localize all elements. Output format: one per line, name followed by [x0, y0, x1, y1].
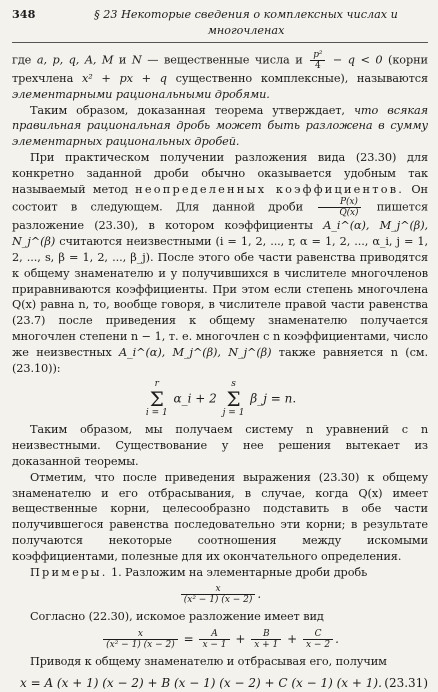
- equation-number: (23.31): [384, 675, 428, 690]
- paragraph-system: Таким образом, мы получаем систему n уравнений с n неизвестными. Существование у нее решения вытекает из доказанной теоремы.: [12, 423, 428, 468]
- equation-23-31: x = A (x + 1) (x − 2) + B (x − 1) (x − 2) + C (x − 1) (x + 1). (23.31): [20, 675, 428, 690]
- paragraph-definition: где a, p, q, A, M и N — вещественные числа и $\frac{\text{p²}}{4}$ − q < 0 (корни трехчлена x² + px + q существенно комплексные), называются элементарными рациональными дробями.: [12, 50, 428, 101]
- sum-symbol-j: s Σ j = 1: [222, 379, 245, 419]
- paragraph-examples: Примеры. 1. Разложим на элементарные дроби дробь: [30, 565, 368, 579]
- equation-fraction: $\frac{x}{\text{(x² − 1) (x − 2)}}$ .: [12, 584, 428, 605]
- paragraph-according: Согласно (22.30), искомое разложение имеет вид: [30, 610, 324, 624]
- running-title: § 23 Некоторые сведения о комплексных числах и многочленах: [94, 8, 398, 37]
- method-name: неопределенных коэффициентов.: [135, 182, 405, 196]
- sum-symbol-i: r Σ i = 1: [145, 379, 168, 419]
- paragraph-method: При практическом получении разложения вида (23.30) для конкретно заданной дроби обычно оказывается удобным так называемый метод неопределенных коэффициентов. Он состоит в следующем. Для данной дроби $\frac{P(x)}{Q(x)}$ пишется разложение (23.30), в котором коэффициенты A_i^(α), M_j^(β), N_j^(β) считаются неизвестными (i = 1, 2, ..., r, α = 1, 2, ..., α_i, j = 1, 2, ..., s, β = 1, 2, ..., β_j). После этого обе части равенства приводятся к общему знаменателю и у получившихся в числителе многочленов приравниваются коэффициенты. При этом если степень многочлена Q(x) равна n, то, вообще говоря, в числителе правой части равенства (23.7) после приведения к общему знаменателю получается многочлен степени n − 1, т. е. многочлен с n коэффициентами, число же неизвестных A_i^(α), M_j^(β), N_j^(β) также равняется n (см. (23.10)):: [12, 150, 428, 375]
- page-header: [12, 6, 428, 43]
- equation-decomposition: $\frac{x}{\text{(x² − 1) (x − 2)}}$ = $\frac{A}{x - 1}$ + $\frac{B}{x + 1}$ + $\frac{C}{x - 2}$ .: [12, 629, 428, 650]
- theorem-statement: что всякая правильная рациональная дробь может быть разложена в сумму элементарных рациональных дробей.: [12, 103, 428, 149]
- fraction-p-over-q: $\frac{P(x)}{Q(x)}$: [318, 197, 361, 218]
- paragraph-reducing: Приводя к общему знаменателю и отбрасывая его, получим: [30, 655, 387, 669]
- term-elementary-fractions: элементарными рациональными дробями.: [12, 87, 270, 101]
- equation-sum: r Σ i = 1 α_i + 2 s Σ j = 1 β_j = n.: [145, 379, 297, 419]
- examples-label: Примеры.: [30, 565, 108, 579]
- fraction-p2-4: $\frac{\text{p²}}{4}$: [310, 50, 325, 71]
- paragraph-remark: Отметим, что после приведения выражения (23.30) к общему знаменателю и его отбрасывания, в случае, когда Q(x) имеет вещественные корни, целесообразно подставить в обе части получившегося равенства последовательно эти корни; в результате получаются некоторые соотношения между искомыми коэффициентами, полезные для их окончательного определения.: [12, 470, 428, 563]
- page-number: 348: [12, 7, 36, 21]
- paragraph-theorem: Таким образом, доказанная теорема утверждает, что всякая правильная рациональная дробь может быть разложена в сумму элементарных рациональных дробей.: [12, 103, 428, 149]
